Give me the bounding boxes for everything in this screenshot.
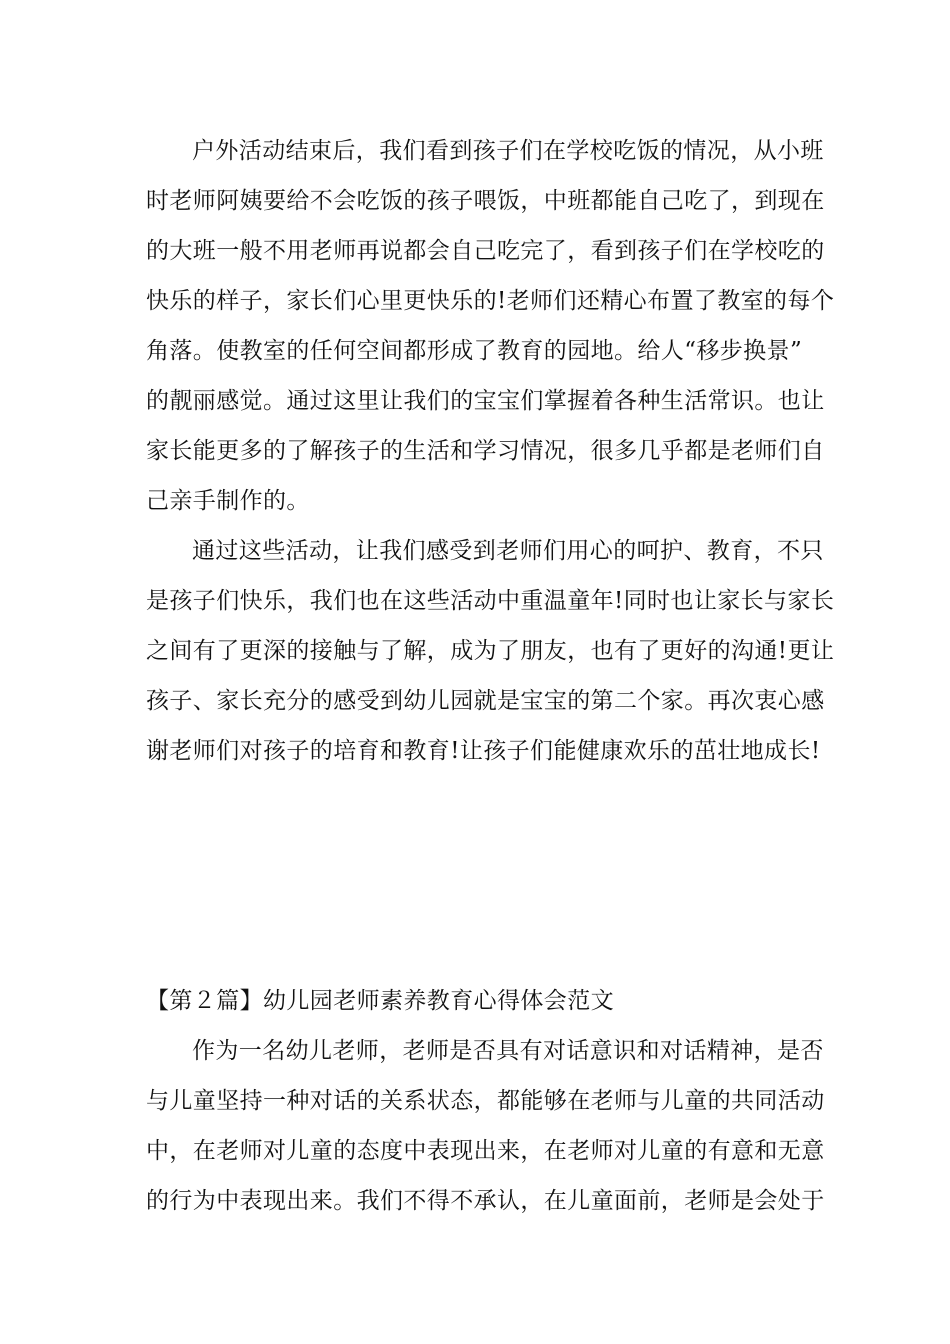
paragraph-line: 角落。使教室的任何空间都形成了教育的园地。给人“移步换景” [146,338,803,364]
paragraph-line: 时老师阿姨要给不会吃饭的孩子喂饭，中班都能自己吃了，到现在 [146,188,825,214]
paragraph-line: 快乐的样子，家长们心里更快乐的!老师们还精心布置了教室的每个 [146,288,835,314]
paragraph-line: 家长能更多的了解孩子的生活和学习情况，很多几乎都是老师们自 [146,438,825,464]
section-heading: 【第２篇】幼儿园老师素养教育心得体会范文 [146,988,614,1014]
paragraph-line: 己亲手制作的。 [146,488,310,514]
paragraph-line: 谢老师们对孩子的培育和教育!让孩子们能健康欢乐的茁壮地成长! [146,738,821,764]
paragraph-line: 的行为中表现出来。我们不得不承认，在儿童面前，老师是会处于 [146,1188,825,1214]
paragraph-line: 的靓丽感觉。通过这里让我们的宝宝们掌握着各种生活常识。也让 [146,388,825,414]
paragraph-line: 与儿童坚持一种对话的关系状态，都能够在老师与儿童的共同活动 [146,1088,825,1114]
paragraph-line: 孩子、家长充分的感受到幼儿园就是宝宝的第二个家。再次衷心感 [146,688,825,714]
paragraph-line: 中，在老师对儿童的态度中表现出来，在老师对儿童的有意和无意 [146,1138,825,1164]
paragraph-line: 作为一名幼儿老师，老师是否具有对话意识和对话精神，是否 [192,1038,824,1064]
paragraph-line: 通过这些活动，让我们感受到老师们用心的呵护、教育，不只 [192,538,824,564]
paragraph-line: 的大班一般不用老师再说都会自己吃完了，看到孩子们在学校吃的 [146,238,825,264]
paragraph-line: 户外活动结束后，我们看到孩子们在学校吃饭的情况，从小班 [192,138,824,164]
paragraph-line: 是孩子们快乐，我们也在这些活动中重温童年!同时也让家长与家长 [146,588,835,614]
paragraph-line: 之间有了更深的接触与了解，成为了朋友，也有了更好的沟通!更让 [146,638,835,664]
